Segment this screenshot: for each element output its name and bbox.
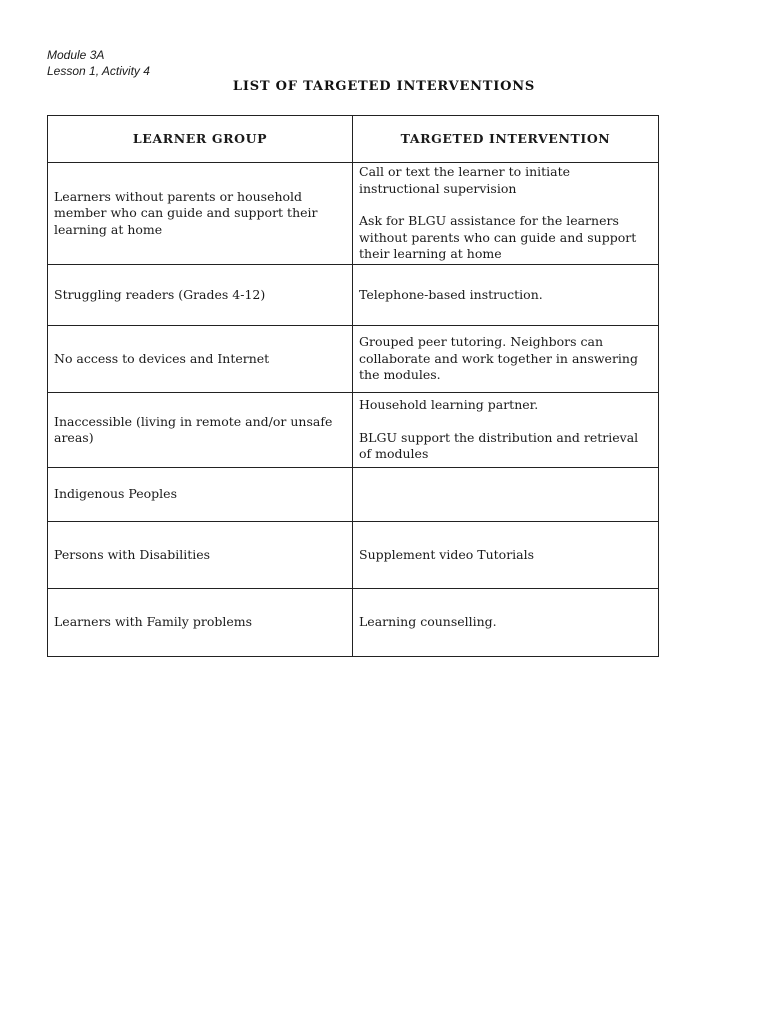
intervention-cell bbox=[353, 393, 659, 468]
learner-group-cell: No access to devices and Internet bbox=[48, 326, 353, 393]
intervention-text: BLGU support the distribution and retrieval of modules bbox=[359, 429, 639, 462]
column-header-targeted-intervention: TARGETED INTERVENTION bbox=[353, 116, 659, 163]
intervention-text: Grouped peer tutoring. Neighbors can collaborate and work together in answering the modules. bbox=[359, 334, 638, 383]
intervention-cell bbox=[353, 589, 659, 657]
table-row bbox=[48, 326, 659, 393]
intervention-cell bbox=[353, 265, 659, 326]
intervention-text: Call or text the learner to initiate instructional supervision bbox=[359, 164, 571, 196]
table-row bbox=[48, 393, 659, 468]
intervention-text: Learning counselling. bbox=[359, 614, 497, 630]
learner-group-cell: Learners without parents or household member who can guide and support their learning at home bbox=[48, 163, 353, 265]
interventions-table bbox=[47, 115, 659, 657]
document-title: LIST OF TARGETED INTERVENTIONS bbox=[232, 79, 536, 94]
intervention-text: Household learning partner. bbox=[359, 397, 539, 413]
table-row bbox=[48, 589, 659, 657]
learner-group-cell: Persons with Disabilities bbox=[48, 522, 353, 589]
document-header bbox=[47, 47, 150, 79]
intervention-text: Telephone-based instruction. bbox=[359, 286, 543, 302]
intervention-text: Supplement video Tutorials bbox=[359, 546, 535, 562]
intervention-cell-empty bbox=[353, 468, 659, 522]
table-row bbox=[48, 522, 659, 589]
learner-group-cell: Indigenous Peoples bbox=[48, 468, 353, 522]
table-row bbox=[48, 163, 659, 265]
intervention-text: Ask for BLGU assistance for the learners without parents who can guide and support their learning at home bbox=[359, 213, 637, 262]
column-header-learner-group: LEARNER GROUP bbox=[48, 116, 353, 163]
module-label: Module 3A bbox=[47, 48, 105, 62]
learner-group-cell: Inaccessible (living in remote and/or unsafe areas) bbox=[48, 393, 353, 468]
intervention-cell bbox=[353, 163, 659, 265]
learner-group-cell: Struggling readers (Grades 4-12) bbox=[48, 265, 353, 326]
table-row bbox=[48, 468, 659, 522]
lesson-label: Lesson 1, Activity 4 bbox=[47, 64, 150, 78]
intervention-cell bbox=[353, 522, 659, 589]
learner-group-cell: Learners with Family problems bbox=[48, 589, 353, 657]
intervention-cell bbox=[353, 326, 659, 393]
table-row bbox=[48, 265, 659, 326]
table-header-row bbox=[48, 116, 659, 163]
